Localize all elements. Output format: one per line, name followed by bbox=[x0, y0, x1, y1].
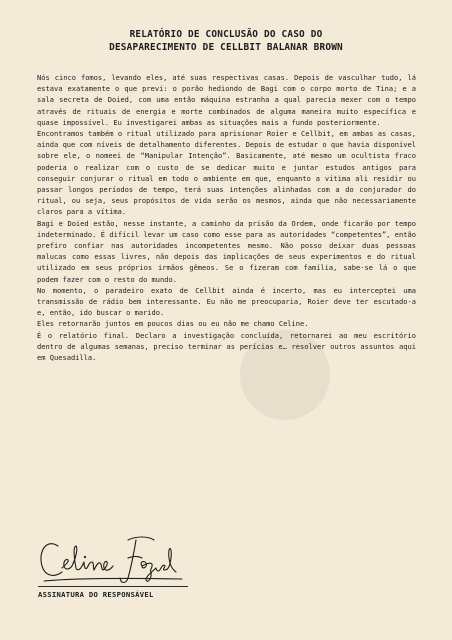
paragraph-3: Bagi e Doied estão, nesse instante, a caminho da prisão da Ordem, onde ficarão por tempo indeterminado. É difícil levar um caso como esse para as autoridades “competentes”, então prefiro confiar nas autoridades incompetentes mesmo. Não posso deixar duas pessoas malucas como essas livres, não depois das implicações de seus experimentos e do ritual utilizado em seus próprios irmãos gêmeos. Se o fizeram com família, sabe-se lá o que podem fazer com o resto do mundo. bbox=[37, 218, 416, 284]
paragraph-4: No momento, o paradeiro exato de Cellbit ainda é incerto, mas eu interceptei uma transmissão de rádio bem interessante. Eu não me preocuparia, Roier deve ter escutado-a e, então, ido buscar o marido. bbox=[37, 285, 416, 318]
paragraph-2: Encontramos também o ritual utilizado para aprisionar Roier e Cellbit, em ambas as casas, ainda que com níveis de detalhamento diferentes. Depois de estudar o que havia disponível sobre ele, o nomeei de “Manipular Intenção”. Basicamente, até mesmo um ocultista fraco poderia o realizar com o custo de se dedicar muito e juntar estudos antigos para conseguir conjurar o ritual em todo o ambiente em que, enquanto a vítima ali residir ou passar longos períodos de tempo, terá suas intenções alinhadas com a do conjurador do ritual, ou seja, seus propósitos de vida serão os mesmos, ainda que não necessariamente claros para a vítima. bbox=[37, 129, 416, 217]
title-line-2: DESAPARECIMENTO DE CELLBIT BALANAR BROWN bbox=[109, 42, 343, 53]
handwritten-signature bbox=[36, 528, 186, 588]
paragraph-5: Eles retornarão juntos em poucos dias ou eu não me chamo Celine. bbox=[37, 319, 309, 329]
paragraph-1: Nós cinco fomos, levando eles, até suas respectivas casas. Depois de vasculhar tudo, lá estava exatamente o que previ: o porão hediondo de Bagi com o corpo morto de Tina; e a sala secreta de Doied, com uma então máquina estranha a qual parecia mexer com o tempo através de rituais de energia e morte combinados de alguma maneira muito específica e quase impossível. Eu investigarei ambas as situações mais a fundo posteriormente. bbox=[37, 73, 416, 127]
report-title bbox=[30, 28, 422, 54]
signature-label: ASSINATURA DO RESPONSÁVEL bbox=[38, 590, 154, 599]
paragraph-6: É o relatório final. Declaro a investigação concluída, retornarei ao meu escritório dentro de algumas semanas, preciso terminar as perícias e… resolver outros assuntos aqui em Quesadilla. bbox=[37, 330, 416, 363]
title-line-1: RELATÓRIO DE CONCLUSÃO DO CASO DO bbox=[129, 29, 323, 40]
report-body bbox=[37, 72, 416, 363]
signature-line bbox=[38, 586, 188, 587]
